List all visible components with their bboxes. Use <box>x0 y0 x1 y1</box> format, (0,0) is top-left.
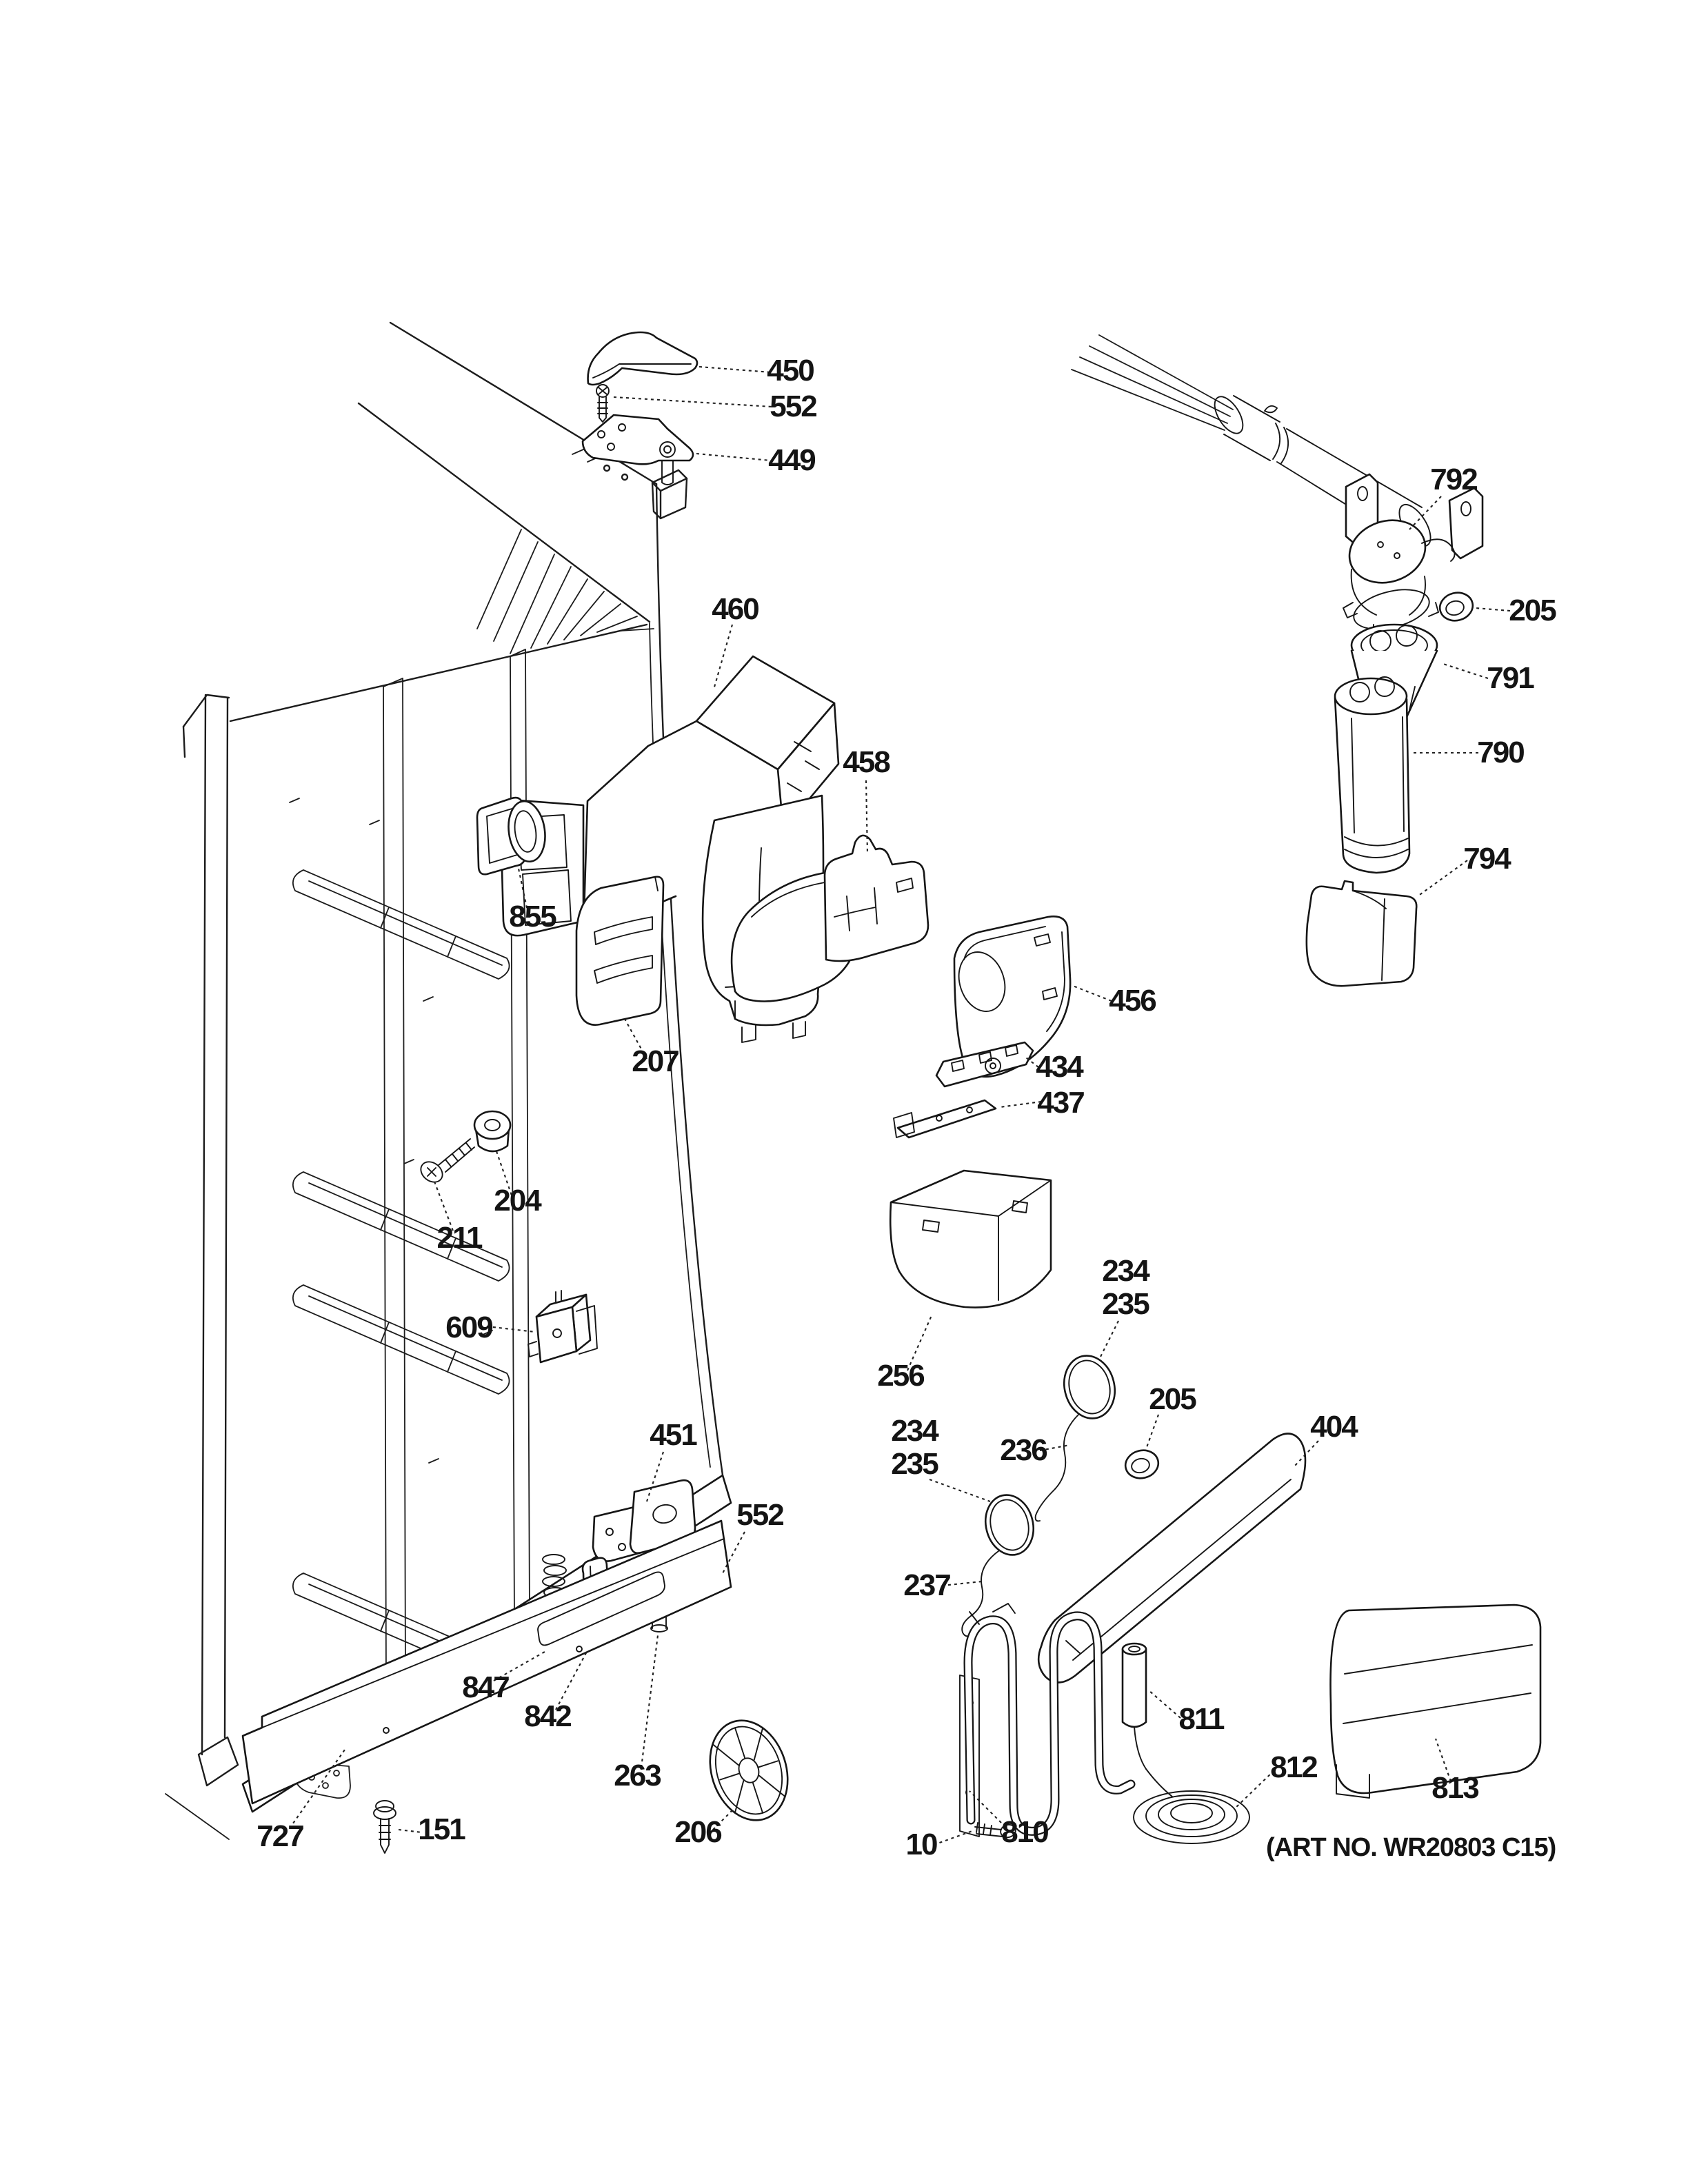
part-609-switch <box>528 1291 597 1362</box>
part-450-hinge-cover <box>588 332 697 385</box>
callout-235-lower: 235 <box>891 1447 938 1481</box>
callout-791: 791 <box>1487 661 1534 695</box>
callout-263: 263 <box>614 1759 661 1792</box>
callout-449: 449 <box>768 443 815 477</box>
callout-437: 437 <box>1037 1086 1084 1120</box>
callout-792: 792 <box>1430 463 1477 496</box>
part-206-fan-grille <box>698 1710 800 1830</box>
part-151-screw <box>374 1801 396 1853</box>
art-number: (ART NO. WR20803 C15) <box>1266 1833 1556 1862</box>
callout-727: 727 <box>257 1819 303 1853</box>
callout-205-filter: 205 <box>1509 594 1556 627</box>
callout-10: 10 <box>905 1828 937 1861</box>
part-204-spacer <box>474 1111 510 1151</box>
water-supply-tubes <box>1072 335 1233 430</box>
callout-552-top: 552 <box>770 390 816 423</box>
callout-609: 609 <box>445 1311 492 1344</box>
callout-211: 211 <box>436 1221 482 1255</box>
part-794-filter-cover <box>1307 881 1416 986</box>
shelf-rails <box>293 870 510 1682</box>
callout-842: 842 <box>524 1699 571 1733</box>
part-449-hinge-bracket <box>583 415 693 485</box>
callout-236: 236 <box>1000 1433 1047 1467</box>
ceiling-front-edge <box>230 625 647 721</box>
callout-810: 810 <box>1001 1815 1048 1849</box>
callout-811: 811 <box>1178 1702 1224 1736</box>
part-404-tube-cover <box>1038 1433 1305 1682</box>
callout-855: 855 <box>509 900 556 933</box>
leader-lines <box>290 367 1510 1845</box>
part-211-screw <box>417 1139 474 1186</box>
callout-151: 151 <box>418 1812 465 1846</box>
callout-552-bottom: 552 <box>736 1498 783 1532</box>
callout-256: 256 <box>877 1359 924 1393</box>
callout-451: 451 <box>650 1418 696 1452</box>
part-811-accumulator <box>1123 1644 1146 1769</box>
part-205-grommet-filter <box>1437 589 1476 624</box>
callout-404: 404 <box>1310 1410 1357 1444</box>
left-pillar <box>165 695 238 1839</box>
callout-434: 434 <box>1036 1050 1083 1084</box>
callout-207: 207 <box>632 1044 679 1078</box>
part-437-trim-strip <box>894 1100 996 1138</box>
part-236-tube <box>1036 1415 1078 1521</box>
part-813-evaporator-cover <box>1331 1605 1540 1798</box>
callout-813: 813 <box>1431 1771 1478 1805</box>
callout-234-upper: 234 <box>1102 1254 1149 1288</box>
callout-847: 847 <box>462 1670 509 1704</box>
part-256-cover <box>890 1171 1051 1308</box>
part-790-water-filter <box>1335 677 1409 873</box>
callout-206: 206 <box>674 1815 721 1849</box>
callout-450: 450 <box>767 354 814 387</box>
callout-812: 812 <box>1270 1750 1317 1784</box>
callout-458: 458 <box>843 745 890 779</box>
callout-790: 790 <box>1477 736 1524 769</box>
callout-460: 460 <box>712 592 758 626</box>
part-205-grommet-lower <box>1123 1447 1161 1482</box>
callout-794: 794 <box>1463 842 1510 876</box>
callout-456: 456 <box>1109 984 1156 1018</box>
callout-237: 237 <box>903 1568 950 1602</box>
part-234-235-seal-upper <box>1058 1351 1121 1424</box>
callout-205-lower: 205 <box>1149 1382 1196 1416</box>
part-812-capillary-coil <box>1134 1769 1249 1843</box>
part-552-screw-top <box>596 385 609 422</box>
part-207-duct-cover <box>576 877 663 1025</box>
ceiling-hatching <box>477 529 654 654</box>
callout-234-lower: 234 <box>891 1414 938 1448</box>
callout-204: 204 <box>494 1184 541 1217</box>
callout-235-upper: 235 <box>1102 1287 1149 1321</box>
